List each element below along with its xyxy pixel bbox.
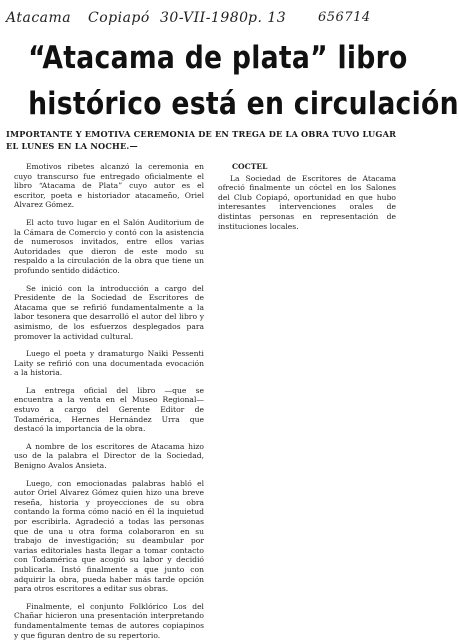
article-paragraph: Emotivos ribetes alcanzó la ceremonia en cuyo transcurso fue entregado oficialmente el libro “Atacama de Plata” cuyo autor es el escritor, poeta e historiador atacameño, Oriel Alvarez Gómez. [14,162,204,210]
article-paragraph: Finalmente, el conjunto Folklórico Los del Chañar hicieron una presentación interpretando fundamentalmente temas de autores copiapinos y que figuran dentro de su repertorio. [14,601,204,640]
headline-line-2: histórico está en circulación [28,86,459,122]
article-paragraph: Se inició con la introducción a cargo del Presidente de la Sociedad de Escritores de Atacama que se refirió fundamentalmente a la labor tesonera que desarrolló el autor del libro y asimismo, de los esfuerzos desplegados para promover la actividad cultural. [14,283,204,341]
article-paragraph: La entrega oficial del libro —que se encuentra a la venta en el Museo Regional— estuvo a cargo del Gerente Editor de Todamérica, Hernes Hernández Urra que destacó la importancia de la obra. [14,385,204,434]
article-right-column [218,162,396,239]
article-paragraph: A nombre de los escritores de Atacama hizo uso de la palabra el Director de la Sociedad, Benigno Avalos Ansieta. [14,441,204,471]
annotation-date: 30-VII-1980 [160,10,249,26]
headline-line-1: “Atacama de plata” libro [28,40,408,76]
article-paragraph: El acto tuvo lugar en el Salón Auditorium de la Cámara de Comercio y contó con la asistencia de numerosos invitados, entre ellos varias Autoridades que dieron de este modo su respaldo a la circulación de la obra que tiene un profundo sentido didáctico. [14,217,204,275]
annotation-page: p. 13 [248,10,287,26]
annotation-city: Copiapó [88,10,150,26]
article-left-column [14,162,204,640]
article-paragraph: Luego el poeta y dramaturgo Naiki Pessenti Laity se refirió con una documentada evocación a la historia. [14,349,204,378]
article-paragraph: La Sociedad de Escritores de Atacama ofreció finalmente un cóctel en los Salones del Club Copiapó, oportunidad en que hubo interesantes intervenciones orales de distintas personas en representación de instituciones locales. [218,173,396,231]
subheadline: IMPORTANTE Y EMOTIVA CEREMONIA DE EN TREGA DE LA OBRA TUVO LUGAR EL LUNES EN LA NOCHE.— [6,129,397,151]
annotation-code: 656714 [318,10,371,25]
article-paragraph: Luego, con emocionadas palabras habló el autor Oriel Alvarez Gómez quien hizo una breve reseña, historia y proyecciones de su obra contando la forma cómo nació en él la inquietud por escribirla. Agradeció a todas las personas que de una u otra forma colaboraron en su trabajo de investigación; su deambular por varias editoriales hasta llegar a tomar contacto con Todamérica que acogió su labor y decidió publicarla. Instó finalmente a que junto con adquirir la obra, pueda haber más tarde opción para otros escritores a editar sus obras. [14,478,204,594]
annotation-source: Atacama [6,10,72,26]
section-title-coctel: COCTEL [232,162,268,171]
